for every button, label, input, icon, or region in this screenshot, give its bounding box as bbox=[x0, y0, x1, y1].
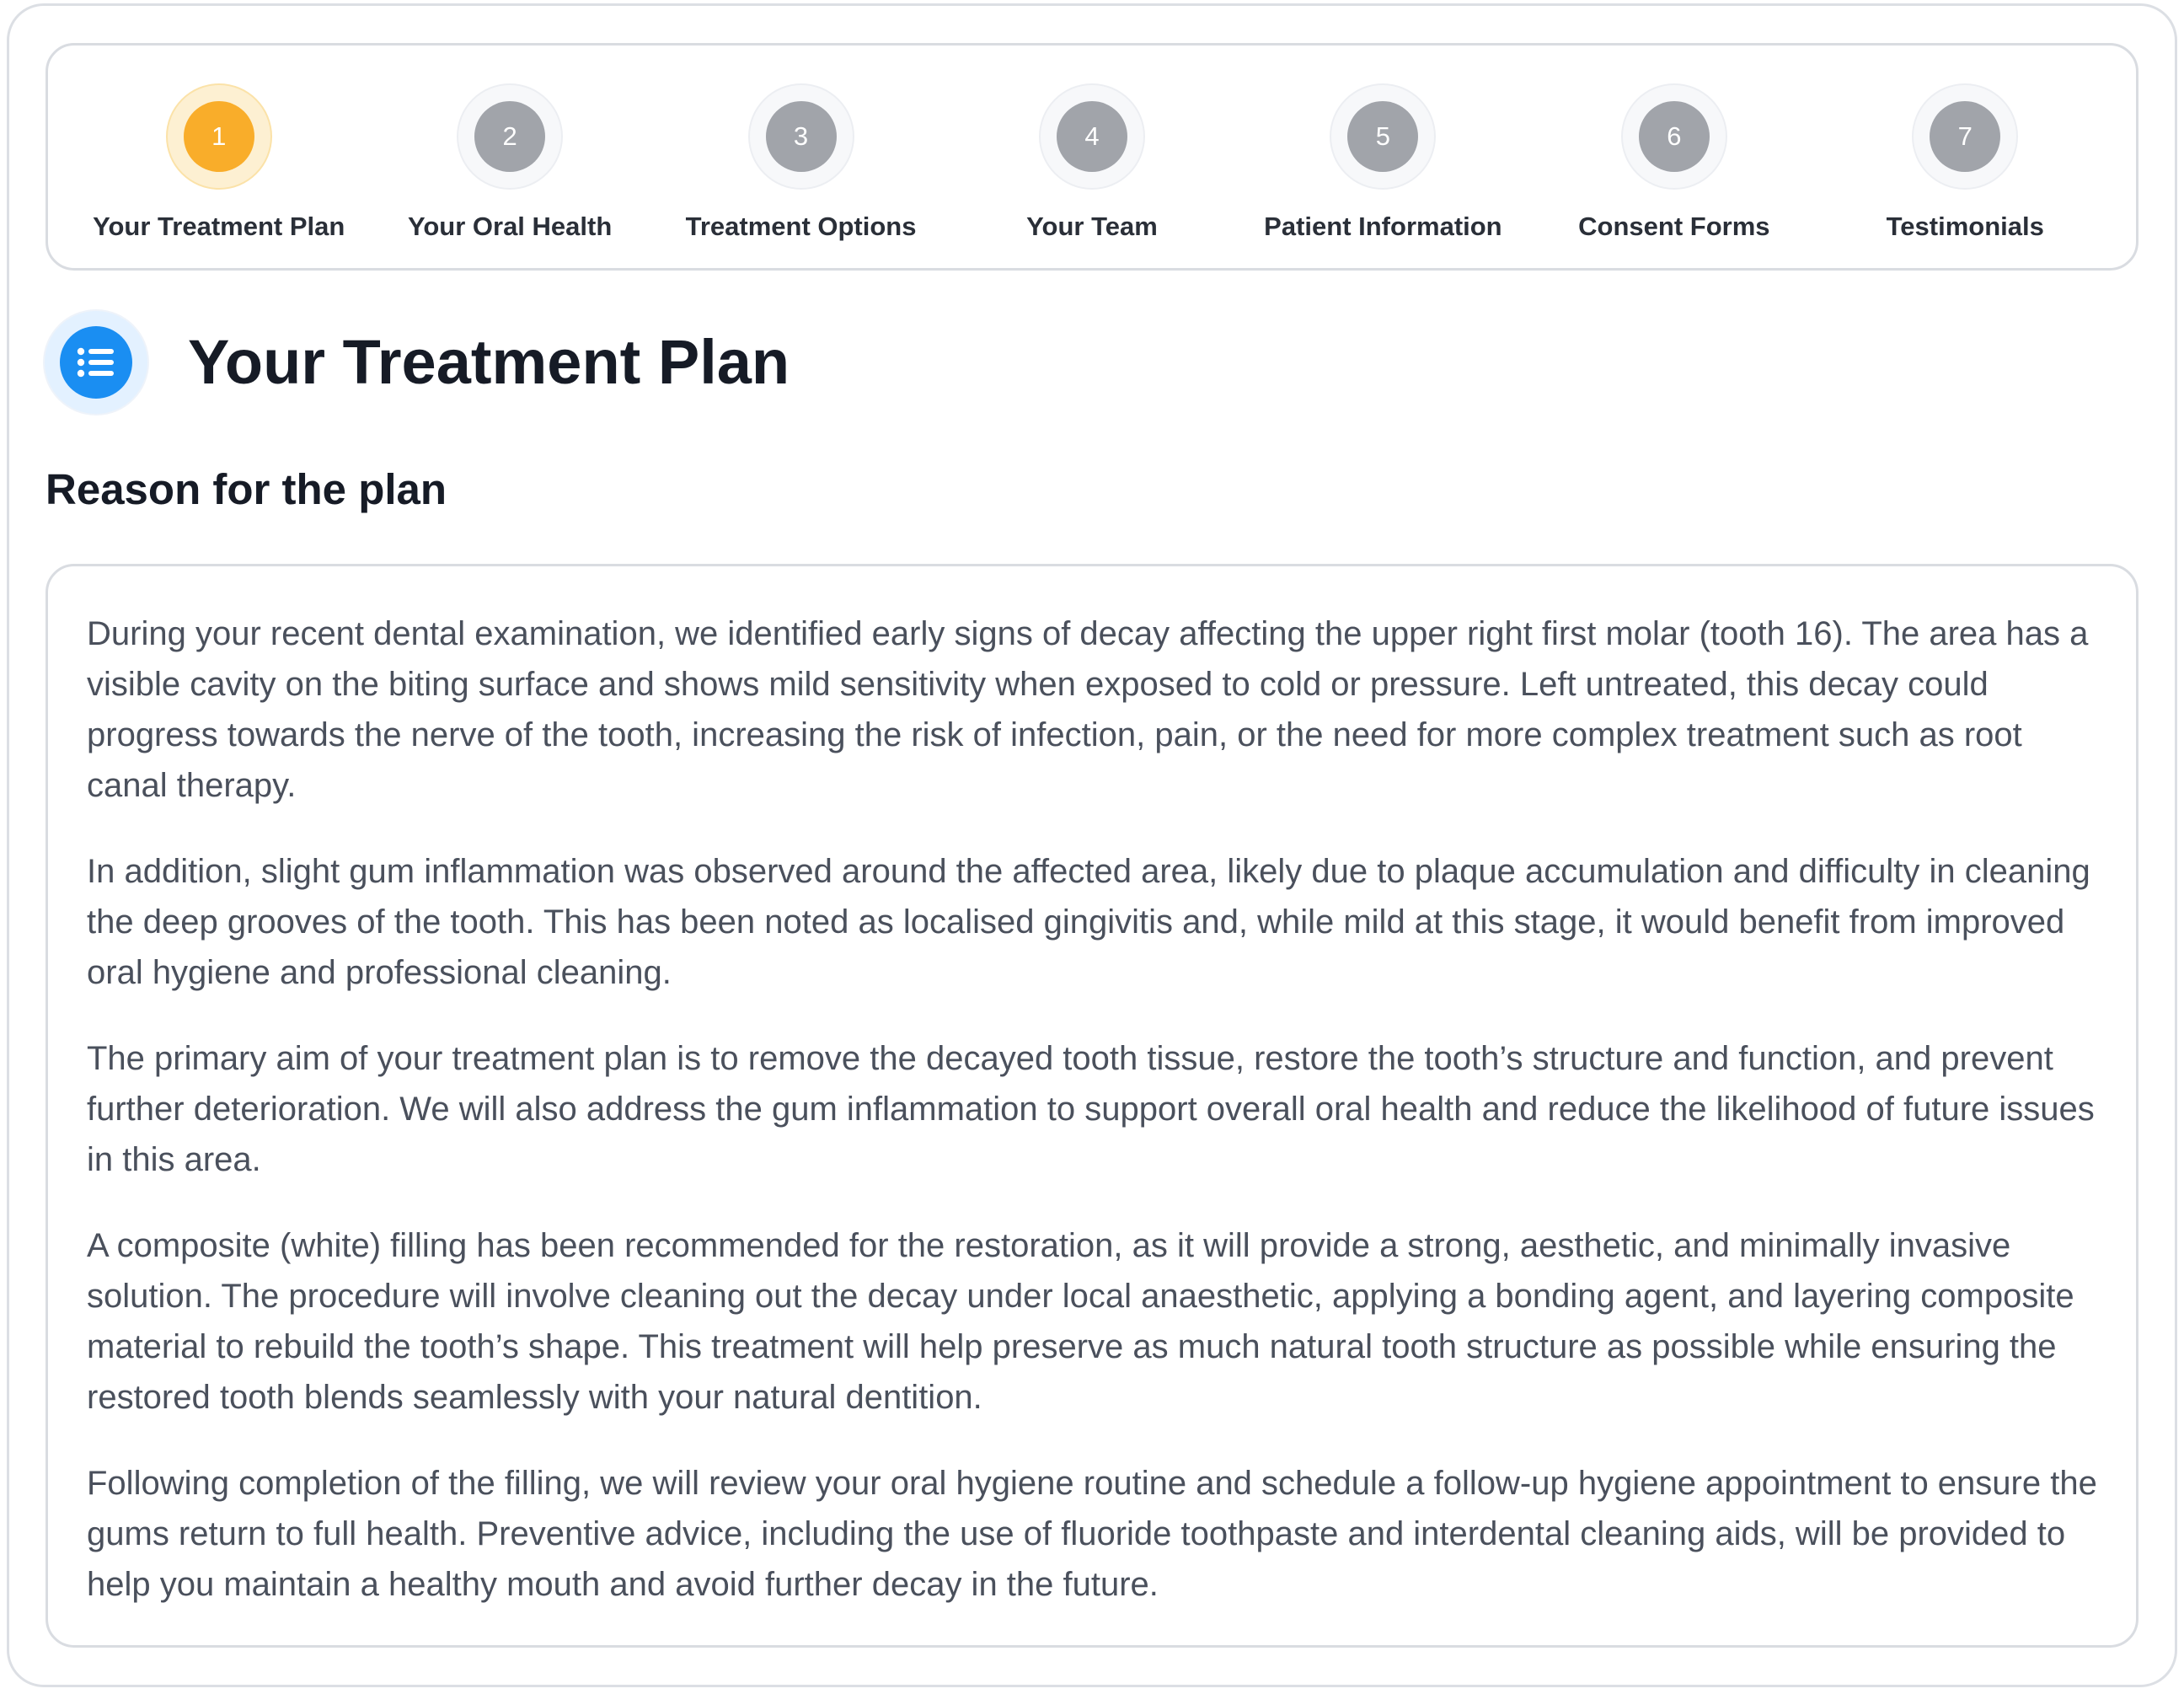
page-title: Your Treatment Plan bbox=[188, 327, 790, 397]
step-number: 7 bbox=[1930, 101, 2000, 172]
step-number: 2 bbox=[474, 101, 545, 172]
step-indicator bbox=[1914, 85, 2016, 188]
step-your-treatment-plan[interactable] bbox=[73, 46, 364, 268]
step-number: 5 bbox=[1347, 101, 1418, 172]
step-label: Testimonials bbox=[1886, 212, 2044, 241]
step-label: Your Team bbox=[1026, 212, 1158, 241]
step-your-oral-health[interactable] bbox=[364, 46, 655, 268]
reason-paragraph: A composite (white) filling has been recommended for the restoration, as it will provide a strong, aesthetic, and minimally invasive solution. The procedure will involve cleaning out the decay under local anaesthetic, applying a bonding agent, and layering composite material to rebuild the tooth’s shape. This treatment will help preserve as much natural tooth structure as possible while ensuring the restored tooth blends seamlessly with your natural dentition. bbox=[87, 1227, 2074, 1416]
step-your-team[interactable] bbox=[946, 46, 1237, 268]
step-number: 4 bbox=[1057, 101, 1127, 172]
step-indicator bbox=[750, 85, 853, 188]
step-indicator bbox=[1331, 85, 1434, 188]
reason-paragraph: The primary aim of your treatment plan is to remove the decayed tooth tissue, restore the tooth’s structure and function, and prevent further deterioration. We will also address the gum inflammation to support overall oral health and reduce the likelihood of future issues in this area. bbox=[87, 1040, 2095, 1178]
step-label: Your Oral Health bbox=[407, 212, 613, 241]
step-indicator bbox=[168, 85, 270, 188]
reason-paragraph: During your recent dental examination, we identified early signs of decay affecting the upper right first molar (tooth 16). The area has a visible cavity on the biting surface and shows mild sensitivity when exposed to cold or pressure. Left untreated, this decay could progress towards the nerve of the tooth, increasing the risk of infection, pain, or the need for more complex treatment such as root canal therapy. bbox=[87, 615, 2089, 804]
step-consent-forms[interactable] bbox=[1528, 46, 1819, 268]
step-indicator bbox=[458, 85, 561, 188]
progress-stepper bbox=[46, 43, 2138, 271]
list-icon bbox=[60, 326, 132, 399]
step-label: Treatment Options bbox=[685, 212, 917, 241]
reason-paragraph: In addition, slight gum inflammation was observed around the affected area, likely due to plaque accumulation and difficulty in cleaning the deep grooves of the tooth. This has been noted as localised gingivitis and, while mild at this stage, it would benefit from improved oral hygiene and professional cleaning. bbox=[87, 853, 2090, 991]
step-number: 6 bbox=[1639, 101, 1710, 172]
step-testimonials[interactable] bbox=[1820, 46, 2111, 268]
plan-reason-card bbox=[46, 564, 2138, 1648]
step-patient-information[interactable] bbox=[1238, 46, 1528, 268]
step-label: Your Treatment Plan bbox=[93, 212, 345, 241]
step-number: 1 bbox=[184, 101, 254, 172]
step-treatment-options[interactable] bbox=[656, 46, 946, 268]
step-label: Patient Information bbox=[1264, 212, 1502, 241]
section-icon-badge bbox=[45, 311, 147, 414]
section-heading: Reason for the plan bbox=[46, 465, 447, 513]
step-number: 3 bbox=[766, 101, 837, 172]
reason-paragraph: Following completion of the filling, we will review your oral hygiene routine and schedule a follow-up hygiene appointment to ensure the gums return to full health. Preventive advice, including the use of fluoride toothpaste and interdental cleaning aids, will be provided to help you maintain a healthy mouth and avoid further decay in the future. bbox=[87, 1465, 2097, 1603]
step-indicator bbox=[1623, 85, 1726, 188]
step-label: Consent Forms bbox=[1578, 212, 1770, 241]
step-indicator bbox=[1041, 85, 1143, 188]
